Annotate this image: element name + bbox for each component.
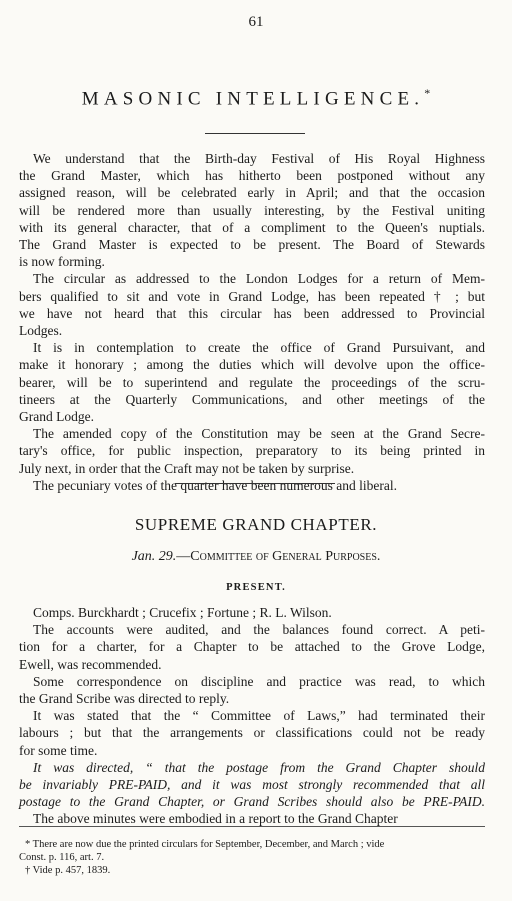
text-line: July next, in order that the Craft may not be taken by surprise. — [19, 460, 355, 476]
text-line: make it honorary ; among the duties which will devolve upon the office- — [19, 357, 485, 373]
footnote: † Vide p. 457, 1839. — [25, 865, 111, 876]
text-line: the Grand Master, which has hitherto been postponed without any — [19, 168, 485, 184]
meeting-date: Jan. 29. — [131, 549, 177, 564]
text-line: we have not heard that this circular has been addressed to Provincial — [19, 305, 485, 321]
heading-rule — [205, 133, 305, 134]
text-line: We understand that the Birth-day Festival of His Royal Highness — [33, 151, 485, 166]
directed-text: be invariably PRE-PAID, and it was most strongly recommended that all — [19, 777, 485, 793]
text-line: for some time. — [19, 742, 98, 758]
footnotes — [19, 838, 485, 877]
text-line — [19, 776, 485, 793]
text-line: Some correspondence on discipline and practice was read, to which — [33, 673, 485, 689]
text-line — [19, 793, 485, 810]
masonic-intelligence-body — [19, 150, 485, 494]
text-line: The amended copy of the Constitution may be seen at the Grand Secre- — [33, 426, 485, 442]
page-heading — [30, 86, 482, 110]
text-line: tary's office, for public inspection, preparatory to its being printed in — [19, 443, 485, 459]
directed-text: postage to the Grand Chapter, or Grand Scribes should also be PRE-PAID. — [19, 794, 485, 810]
text-line: is now forming. — [19, 254, 105, 270]
present-label: PRESENT. — [226, 582, 286, 593]
section-rule — [175, 483, 335, 484]
text-line: labours ; but that the arrangements or classifications could not be ready — [19, 725, 485, 741]
page-number: 61 — [248, 14, 264, 30]
text-line: The Grand Master is expected to be present. The Board of Stewards — [19, 237, 485, 253]
chapter-body — [19, 604, 485, 828]
text-line: tineers at the Quarterly Communications, and other meetings of the — [19, 391, 485, 407]
text-line: It is in contemplation to create the office of Grand Pursuivant, and — [33, 340, 485, 356]
meeting-title: —Committee of General Purposes. — [176, 549, 381, 564]
text-line: The pecuniary votes of the quarter have been numerous and liberal. — [33, 477, 397, 493]
text-line: It was stated that the “ Committee of Laws,” had terminated their — [33, 708, 485, 724]
text-line: Lodges. — [19, 323, 63, 339]
text-line: The accounts were audited, and the balances found correct. A peti- — [33, 622, 485, 638]
text-line — [19, 759, 485, 776]
text-line: bearer, will be to superintend and regulate the proceedings of the scru- — [19, 374, 485, 390]
text-line: Ewell, was recommended. — [19, 656, 162, 672]
section-title: SUPREME GRAND CHAPTER. — [134, 515, 378, 534]
footnote-rule — [19, 826, 485, 827]
text-line: Comps. Burckhardt ; Crucefix ; Fortune ; R. L. Wilson. — [33, 605, 332, 620]
text-line: with its general character, that of a compliment to the Queen's nuptials. — [19, 219, 485, 235]
footnote: Const. p. 116, art. 7. — [19, 852, 105, 863]
text-line: the Grand Scribe was directed to reply. — [19, 691, 230, 707]
heading-text: MASONIC INTELLIGENCE. — [81, 88, 425, 110]
directed-text: It was directed, “ that the postage from the Grand Chapter should — [33, 759, 485, 775]
text-line: bers qualified to sit and vote in Grand Lodge, has been repeated † ; but — [19, 288, 485, 304]
meeting-heading — [0, 549, 512, 565]
text-line: Grand Lodge. — [19, 409, 94, 425]
text-line: assigned reason, will be celebrated early in April; and that the occasion — [19, 185, 485, 201]
text-line: will be rendered more than usually interesting, by the Festival uniting — [19, 202, 485, 218]
text-line: tion for a charter, for a Chapter to be attached to the Grove Lodge, — [19, 639, 485, 655]
text-line: The above minutes were embodied in a report to the Grand Chapter — [33, 811, 398, 827]
text-line: The circular as addressed to the London Lodges for a return of Mem- — [33, 271, 485, 287]
footnote: * There are now due the printed circulars for September, December, and March ; vide — [25, 839, 385, 850]
footnote-marker: * — [424, 86, 431, 100]
